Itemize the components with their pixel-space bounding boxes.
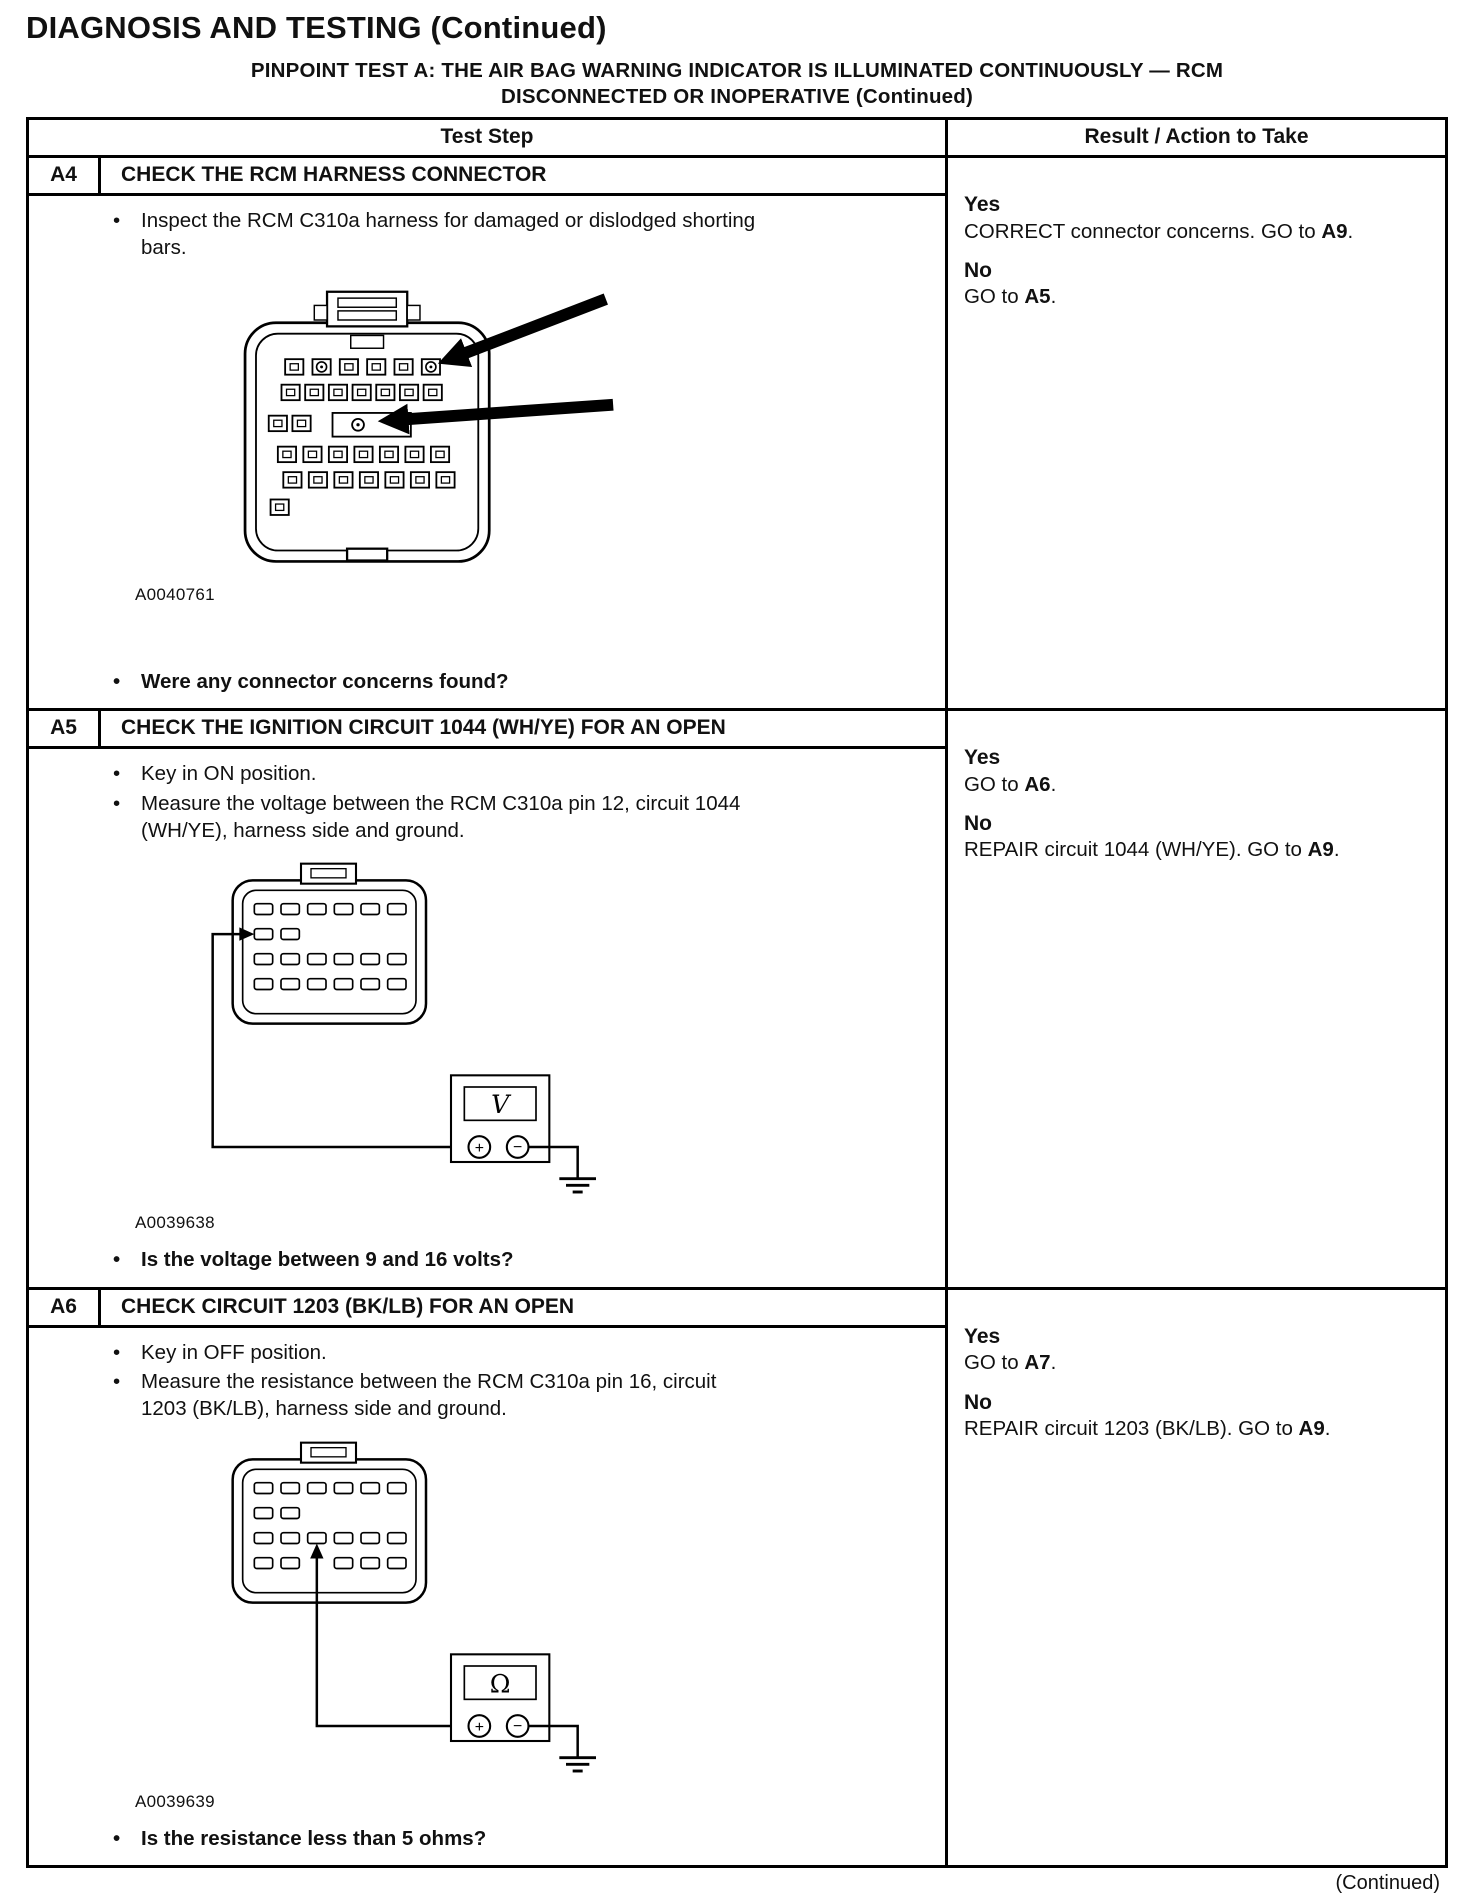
- test-step-a4: [29, 158, 1445, 708]
- result-action: [964, 772, 1431, 799]
- question-bullet: [29, 1826, 937, 1863]
- pinpoint-test-heading: [26, 58, 1448, 109]
- step-body: [29, 196, 945, 708]
- step-body: [29, 1328, 945, 1866]
- result-no: [964, 258, 1431, 311]
- step-reference: A9: [1298, 1416, 1325, 1440]
- test-lead-wire: [317, 1557, 469, 1726]
- meter-symbol: Ω: [489, 1669, 511, 1699]
- connector-housing: [233, 864, 426, 1024]
- table-header-row: [29, 120, 1445, 158]
- step-reference: A5: [1024, 285, 1051, 309]
- figure-caption: A0039639: [135, 1791, 215, 1811]
- action-text: GO to: [963, 285, 1025, 309]
- pinpoint-test-table: [26, 117, 1448, 1868]
- voltmeter-icon: [451, 1076, 549, 1163]
- step-reference: A6: [1024, 772, 1051, 796]
- result-label: Yes: [963, 193, 1001, 217]
- instruction-bullet: [29, 1369, 937, 1422]
- page-title: DIAGNOSIS AND TESTING (Continued): [26, 10, 607, 45]
- instruction-text: • Inspect the RCM C310a harness for damaged or dislodged shorting bars.: [141, 209, 756, 259]
- result-yes: [964, 1324, 1431, 1377]
- probe-lead: [310, 1543, 468, 1726]
- rcm-connector-face-figure: [225, 279, 937, 580]
- step-reference: A7: [1024, 1351, 1051, 1375]
- test-step-a5: [29, 708, 1445, 1287]
- action-text-end: .: [1333, 838, 1340, 862]
- resistance-test-figure: [201, 1436, 937, 1786]
- test-step-cell: [29, 711, 948, 1287]
- action-text-end: .: [1050, 772, 1057, 796]
- step-title: CHECK THE IGNITION CIRCUIT 1044 (WH/YE) FOR AN OPEN: [121, 716, 726, 740]
- terminal-rows: [254, 1482, 406, 1568]
- rcm-connector-face-diagram: [225, 279, 635, 580]
- negative-terminal-label: −: [513, 1717, 523, 1735]
- voltage-test-figure: [201, 857, 937, 1207]
- question-bullet: [29, 669, 937, 706]
- action-text-end: .: [1050, 1351, 1057, 1375]
- step-body: [29, 749, 945, 1287]
- step-header: [29, 1290, 945, 1328]
- figure-caption: A0039638: [135, 1213, 215, 1233]
- result-action: [964, 1416, 1431, 1443]
- result-action-cell: [948, 1290, 1445, 1866]
- action-text-end: .: [1324, 1416, 1331, 1440]
- question-text: • Is the voltage between 9 and 16 volts?: [141, 1248, 514, 1272]
- result-label: Yes: [963, 1324, 1001, 1348]
- test-lead-wire: [213, 934, 469, 1147]
- instruction-bullet: [29, 761, 937, 788]
- instruction-text: • Key in OFF position.: [141, 1340, 327, 1364]
- figure-caption: A0040761: [135, 585, 215, 605]
- negative-terminal-label: −: [513, 1139, 523, 1157]
- terminal-rows: [254, 904, 406, 990]
- probe-arrow-icon: [310, 1543, 323, 1558]
- step-id: A6: [29, 1290, 101, 1325]
- instruction-text: • Measure the voltage between the RCM C310a pin 12, circuit 1044 (WH/YE), harness side and ground.: [141, 791, 741, 842]
- connector-housing: [233, 1442, 426, 1602]
- result-no: [964, 811, 1431, 864]
- test-step-a6: [29, 1287, 1445, 1866]
- ohmmeter-icon: [451, 1654, 549, 1741]
- voltage-test-diagram: [201, 857, 601, 1207]
- bottom-tab: [347, 548, 387, 560]
- result-label: No: [963, 259, 992, 283]
- column-header-result-action: Result / Action to Take: [1084, 125, 1309, 149]
- probe-arrow-icon: [239, 928, 254, 941]
- result-action: [964, 284, 1431, 311]
- instruction-bullet: [29, 1340, 937, 1367]
- pointer-arrow-icon: [464, 299, 606, 354]
- result-label: No: [963, 812, 992, 836]
- step-title: CHECK CIRCUIT 1203 (BK/LB) FOR AN OPEN: [121, 1294, 575, 1318]
- question-text: • Were any connector concerns found?: [141, 669, 509, 693]
- instruction-text: • Measure the resistance between the RCM C310a pin 16, circuit 1203 (BK/LB), harness side and ground.: [141, 1370, 717, 1421]
- column-header-test-step: Test Step: [29, 120, 948, 155]
- positive-terminal-label: +: [474, 1140, 484, 1158]
- question-bullet: [29, 1247, 937, 1284]
- instruction-text: • Key in ON position.: [141, 762, 317, 786]
- result-action: [964, 1350, 1431, 1377]
- result-yes: [964, 192, 1431, 245]
- pinpoint-test-heading-line1: PINPOINT TEST A: THE AIR BAG WARNING INDICATOR IS ILLUMINATED CONTINUOUSLY — RCM: [250, 59, 1224, 82]
- step-header: [29, 711, 945, 749]
- step-reference: A9: [1307, 838, 1334, 862]
- result-no: [964, 1390, 1431, 1443]
- step-header: [29, 158, 945, 196]
- resistance-test-diagram: [201, 1436, 601, 1786]
- latch-tab: [327, 291, 407, 326]
- result-label: No: [963, 1390, 992, 1414]
- step-id: A4: [29, 158, 101, 193]
- result-action-cell: [948, 158, 1445, 708]
- positive-terminal-label: +: [474, 1718, 484, 1736]
- result-action: [964, 219, 1431, 246]
- result-yes: [964, 745, 1431, 798]
- pointer-arrow-icon: [405, 404, 613, 419]
- step-reference: A9: [1321, 219, 1348, 243]
- test-step-cell: [29, 1290, 948, 1866]
- instruction-bullet: [29, 791, 937, 844]
- action-text: GO to: [963, 1351, 1025, 1375]
- pinpoint-test-heading-line2: DISCONNECTED OR INOPERATIVE (Continued): [500, 84, 974, 108]
- continued-note: (Continued): [1335, 1872, 1440, 1895]
- instruction-bullet: [29, 208, 937, 261]
- action-text-end: .: [1050, 285, 1057, 309]
- step-id: A5: [29, 711, 101, 746]
- action-text: CORRECT connector concerns. GO to: [963, 219, 1322, 243]
- meter-symbol: V: [491, 1090, 510, 1120]
- action-text: GO to: [963, 772, 1025, 796]
- test-step-cell: [29, 158, 948, 708]
- result-label: Yes: [963, 746, 1001, 770]
- action-text-end: .: [1347, 219, 1354, 243]
- action-text: REPAIR circuit 1044 (WH/YE). GO to: [963, 838, 1308, 862]
- step-title: CHECK THE RCM HARNESS CONNECTOR: [121, 163, 547, 187]
- result-action: [964, 837, 1431, 864]
- result-action-cell: [948, 711, 1445, 1287]
- terminal-rows: [269, 359, 455, 515]
- question-text: • Is the resistance less than 5 ohms?: [141, 1826, 487, 1850]
- action-text: REPAIR circuit 1203 (BK/LB). GO to: [963, 1416, 1299, 1440]
